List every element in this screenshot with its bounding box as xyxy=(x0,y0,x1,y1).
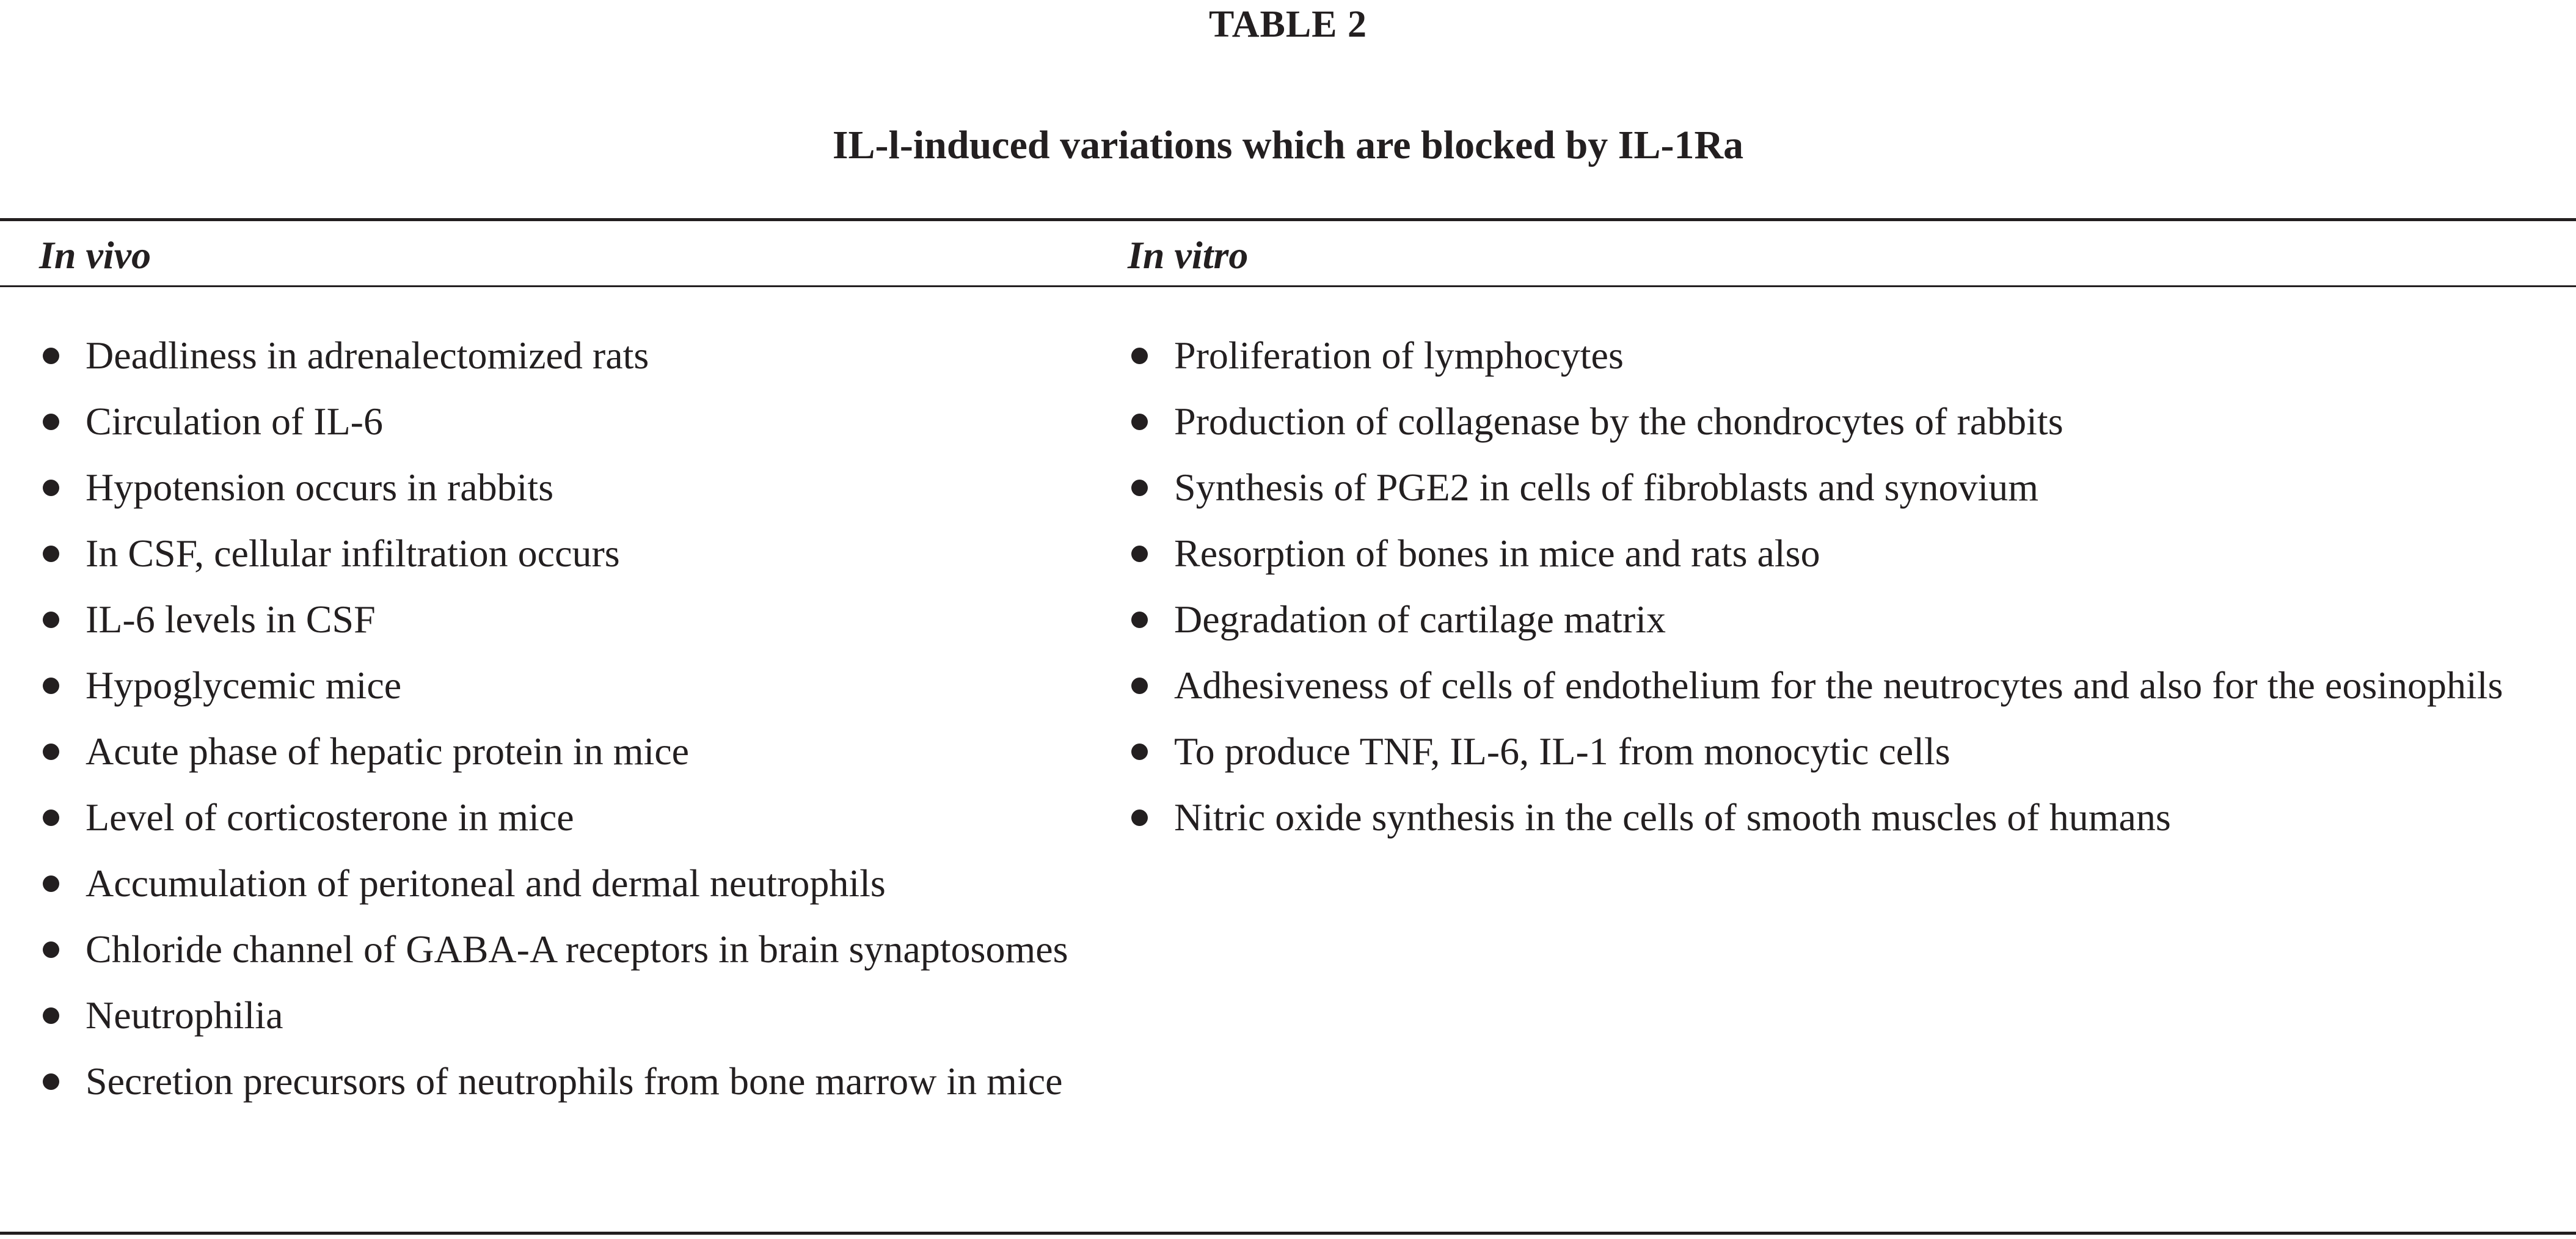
bullet-icon xyxy=(43,941,59,958)
list-item xyxy=(1128,723,2533,779)
bullet-icon xyxy=(43,1007,59,1024)
list-item xyxy=(1128,789,2533,845)
list-item-text: Neutrophilia xyxy=(86,993,283,1037)
bullet-icon xyxy=(43,678,59,694)
top-rule xyxy=(0,218,2576,221)
list-item-text: Accumulation of peritoneal and dermal neutrophils xyxy=(86,861,886,905)
bottom-rule xyxy=(0,1232,2576,1235)
list-item-text: In CSF, cellular infiltration occurs xyxy=(86,532,620,575)
in-vivo-list xyxy=(39,327,1114,1119)
header-rule xyxy=(0,285,2576,287)
list-item xyxy=(39,657,1114,713)
list-item xyxy=(39,591,1114,647)
bullet-icon xyxy=(43,480,59,496)
bullet-icon xyxy=(43,414,59,430)
bullet-icon xyxy=(43,348,59,364)
list-item-text: To produce TNF, IL-6, IL-1 from monocytic cells xyxy=(1174,729,1950,773)
column-header-in-vitro: In vitro xyxy=(1128,233,1249,277)
list-item xyxy=(39,855,1114,911)
list-item-text: Degradation of cartilage matrix xyxy=(1174,598,1666,641)
bullet-icon xyxy=(43,612,59,628)
list-item xyxy=(39,459,1114,515)
list-item xyxy=(1128,591,2533,647)
list-item xyxy=(39,1053,1114,1109)
list-item-text: Secretion precursors of neutrophils from bone marrow in mice xyxy=(86,1059,1063,1103)
list-item-text: Adhesiveness of cells of endothelium for the neutrocytes and also for the eosinophils xyxy=(1174,663,2503,707)
bullet-icon xyxy=(1131,678,1148,694)
bullet-icon xyxy=(1131,348,1148,364)
bullet-icon xyxy=(43,546,59,562)
list-item-text: Production of collagenase by the chondrocytes of rabbits xyxy=(1174,400,2063,443)
list-item xyxy=(1128,393,2533,449)
list-item-text: Hypotension occurs in rabbits xyxy=(86,466,554,509)
list-item xyxy=(1128,657,2533,713)
bullet-icon xyxy=(1131,810,1148,826)
list-item-text: Synthesis of PGE2 in cells of fibroblasts and synovium xyxy=(1174,466,2039,509)
table-caption: IL-l-induced variations which are blocked by IL-1Ra xyxy=(832,123,1744,167)
bullet-icon xyxy=(1131,546,1148,562)
list-item-text: Circulation of IL-6 xyxy=(86,400,383,443)
bullet-icon xyxy=(43,1073,59,1090)
list-item-text: Nitric oxide synthesis in the cells of smooth muscles of humans xyxy=(1174,795,2171,839)
list-item xyxy=(1128,459,2533,515)
bullet-icon xyxy=(1131,612,1148,628)
bullet-icon xyxy=(1131,744,1148,760)
list-item xyxy=(39,327,1114,383)
bullet-icon xyxy=(43,810,59,826)
list-item xyxy=(39,921,1114,977)
list-item-text: Hypoglycemic mice xyxy=(86,663,402,707)
table-number: TABLE 2 xyxy=(1208,4,1368,45)
list-item xyxy=(39,987,1114,1043)
column-header-in-vivo: In vivo xyxy=(39,233,151,277)
in-vitro-list xyxy=(1128,327,2533,855)
list-item-text: Proliferation of lymphocytes xyxy=(1174,334,1624,377)
list-item-text: IL-6 levels in CSF xyxy=(86,598,376,641)
list-item-text: Acute phase of hepatic protein in mice xyxy=(86,729,690,773)
list-item xyxy=(39,393,1114,449)
bullet-icon xyxy=(1131,480,1148,496)
list-item xyxy=(1128,327,2533,383)
list-item-text: Deadliness in adrenalectomized rats xyxy=(86,334,649,377)
list-item-text: Resorption of bones in mice and rats also xyxy=(1174,532,1820,575)
bullet-icon xyxy=(43,875,59,892)
list-item xyxy=(39,525,1114,581)
list-item xyxy=(39,789,1114,845)
list-item xyxy=(1128,525,2533,581)
bullet-icon xyxy=(43,744,59,760)
list-item-text: Level of corticosterone in mice xyxy=(86,795,574,839)
list-item xyxy=(39,723,1114,779)
list-item-text: Chloride channel of GABA-A receptors in brain synaptosomes xyxy=(86,927,1068,971)
bullet-icon xyxy=(1131,414,1148,430)
